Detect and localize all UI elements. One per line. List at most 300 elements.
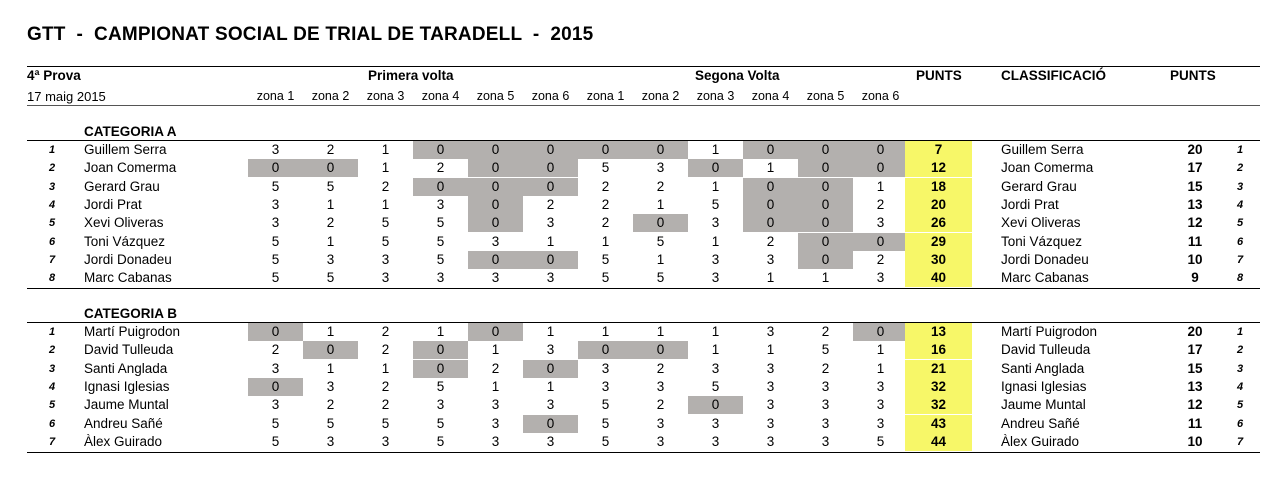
- zone-score: 2: [876, 196, 885, 212]
- zone-score: 3: [271, 142, 280, 157]
- zone-score: 5: [656, 233, 665, 249]
- total-points: 16: [905, 341, 972, 359]
- zone-score: 1: [656, 324, 665, 339]
- total-points: 21: [905, 360, 972, 378]
- zone-header: zona 1: [586, 89, 625, 103]
- category-bottom-rule: [27, 452, 1260, 453]
- zone-score: 3: [601, 360, 610, 376]
- zone-score: 3: [271, 397, 280, 413]
- classification-points: 9: [1191, 270, 1199, 286]
- classificacio-header: CLASSIFICACIÓ: [1001, 68, 1107, 83]
- zone-score: 2: [546, 196, 555, 212]
- zone-score: 0: [303, 159, 358, 177]
- rider-name: David Tulleuda: [84, 342, 174, 358]
- rank-number: 5: [48, 217, 56, 230]
- zone-score: 0: [468, 196, 523, 214]
- primera-volta-header: Primera volta: [368, 68, 454, 83]
- prova-label: 4ª Prova: [27, 68, 81, 83]
- zone-score: 2: [381, 397, 390, 413]
- zone-score: 1: [711, 342, 720, 358]
- zone-score: 1: [491, 342, 500, 358]
- classification-name: Jordi Prat: [1001, 196, 1059, 212]
- zone-score: 3: [711, 360, 720, 376]
- zone-score: 5: [436, 415, 445, 431]
- rank-number: 7: [48, 253, 56, 266]
- zone-score: 3: [491, 397, 500, 413]
- table-row: [0, 433, 1288, 451]
- zone-score: 3: [766, 378, 775, 394]
- classification-name: Toni Vázquez: [1001, 233, 1083, 249]
- zone-score: 3: [436, 196, 445, 212]
- classification-name: Guillem Serra: [1001, 142, 1084, 157]
- classification-rank: 7: [1236, 435, 1244, 448]
- zone-score: 5: [271, 415, 280, 431]
- zone-score: 2: [326, 397, 335, 413]
- zone-score: 0: [248, 159, 303, 177]
- zone-score: 3: [546, 342, 555, 358]
- zone-score: 3: [711, 251, 720, 267]
- date-label: 17 maig 2015: [27, 89, 106, 104]
- zone-score: 0: [853, 159, 908, 177]
- rank-number: 3: [48, 362, 56, 375]
- classification-rank: 1: [1236, 144, 1244, 156]
- zone-score: 0: [523, 360, 578, 378]
- zone-score: 2: [601, 215, 610, 231]
- zone-score: 5: [436, 215, 445, 231]
- zone-score: 3: [491, 433, 500, 449]
- classification-points: 11: [1187, 415, 1203, 431]
- zone-score: 3: [766, 360, 775, 376]
- zone-score: 0: [248, 323, 303, 341]
- zone-score: 5: [436, 378, 445, 394]
- zone-score: 1: [656, 251, 665, 267]
- rank-number: 5: [48, 399, 56, 412]
- zone-score: 3: [821, 433, 830, 449]
- zone-score: 2: [381, 342, 390, 358]
- zone-score: 5: [271, 178, 280, 194]
- zone-score: 3: [326, 433, 335, 449]
- zone-score: 3: [711, 270, 720, 286]
- table-row: [0, 233, 1288, 251]
- zone-score: 5: [326, 415, 335, 431]
- rider-name: Gerard Grau: [84, 178, 160, 194]
- zone-score: 1: [381, 196, 390, 212]
- rider-name: Andreu Sañé: [84, 415, 163, 431]
- zone-score: 1: [711, 324, 720, 339]
- zone-score: 0: [578, 341, 633, 359]
- rank-number: 1: [48, 326, 56, 338]
- zone-score: 1: [876, 342, 885, 358]
- zone-score: 3: [766, 251, 775, 267]
- rank-number: 6: [48, 417, 56, 430]
- rank-number: 3: [48, 180, 56, 193]
- zone-score: 2: [821, 324, 830, 339]
- zone-header: zona 2: [641, 89, 680, 103]
- classification-points: 12: [1187, 397, 1203, 413]
- rank-number: 7: [48, 435, 56, 448]
- table-row: [0, 214, 1288, 232]
- zone-header: zona 1: [256, 89, 295, 103]
- zone-score: 1: [546, 378, 555, 394]
- zone-score: 5: [381, 233, 390, 249]
- rider-name: Marc Cabanas: [84, 270, 172, 286]
- zone-score: 3: [381, 270, 390, 286]
- zone-header: zona 5: [476, 89, 515, 103]
- classification-points: 17: [1187, 342, 1203, 358]
- zone-score: 1: [766, 270, 775, 286]
- classification-name: Gerard Grau: [1001, 178, 1077, 194]
- category-bottom-rule: [27, 288, 1260, 289]
- zone-score: 3: [271, 360, 280, 376]
- zone-score: 3: [491, 270, 500, 286]
- classification-rank: 3: [1236, 180, 1244, 193]
- rider-name: Jordi Prat: [84, 196, 142, 212]
- zone-score: 1: [656, 196, 665, 212]
- rider-name: Joan Comerma: [84, 160, 177, 176]
- zone-header: zona 5: [806, 89, 845, 103]
- classification-points: 11: [1187, 233, 1203, 249]
- rider-name: Toni Vázquez: [84, 233, 166, 249]
- zone-score: 0: [468, 178, 523, 196]
- zone-score: 0: [523, 251, 578, 269]
- rank-number: 2: [48, 344, 56, 357]
- zone-score: 0: [413, 341, 468, 359]
- classification-name: Marc Cabanas: [1001, 270, 1089, 286]
- zone-score: 3: [271, 215, 280, 231]
- zone-score: 0: [633, 341, 688, 359]
- zone-score: 0: [798, 159, 853, 177]
- zone-score: 2: [601, 178, 610, 194]
- classification-points: 15: [1187, 360, 1203, 376]
- zone-score: 0: [743, 141, 798, 159]
- zone-score: 1: [326, 324, 335, 339]
- zone-score: 3: [876, 397, 885, 413]
- zone-score: 0: [248, 378, 303, 396]
- rank-number: 6: [48, 235, 56, 248]
- zone-score: 1: [601, 324, 610, 339]
- table-row: [0, 396, 1288, 414]
- zone-score: 2: [326, 142, 335, 157]
- zone-score: 1: [601, 233, 610, 249]
- zone-score: 3: [326, 378, 335, 394]
- zone-score: 2: [601, 196, 610, 212]
- zone-score: 0: [798, 196, 853, 214]
- rank-number: 8: [48, 272, 56, 285]
- punts-header: PUNTS: [916, 68, 962, 83]
- zone-score: 1: [546, 324, 555, 339]
- classification-name: Xevi Oliveras: [1001, 215, 1081, 231]
- zone-score: 1: [711, 233, 720, 249]
- zone-score: 0: [413, 141, 468, 159]
- zone-score: 0: [688, 396, 743, 414]
- header-top-rule: [27, 66, 1260, 67]
- classification-rank: 4: [1236, 380, 1244, 393]
- zone-score: 5: [381, 215, 390, 231]
- total-points: 20: [905, 196, 972, 214]
- zone-score: 3: [491, 233, 500, 249]
- zone-header: zona 3: [366, 89, 405, 103]
- rank-number: 2: [48, 162, 56, 175]
- total-points: 30: [905, 251, 972, 269]
- zone-score: 3: [656, 433, 665, 449]
- total-points: 32: [905, 396, 972, 414]
- zone-score: 3: [656, 415, 665, 431]
- zone-score: 1: [876, 178, 885, 194]
- rank-number: 4: [48, 380, 56, 393]
- zone-score: 1: [766, 160, 775, 176]
- zone-score: 3: [381, 433, 390, 449]
- category-top-rule: [27, 322, 1260, 323]
- classification-points: 15: [1187, 178, 1203, 194]
- zone-header: zona 3: [696, 89, 735, 103]
- zone-score: 1: [436, 324, 445, 339]
- zone-score: 0: [853, 323, 908, 341]
- punts2-header: PUNTS: [1170, 68, 1216, 83]
- zone-score: 5: [656, 270, 665, 286]
- zone-score: 0: [578, 141, 633, 159]
- zone-score: 5: [326, 178, 335, 194]
- zone-score: 2: [656, 178, 665, 194]
- zone-score: 0: [743, 214, 798, 232]
- zone-score: 2: [271, 342, 280, 358]
- classification-points: 10: [1187, 251, 1203, 267]
- classification-name: Àlex Guirado: [1001, 433, 1080, 449]
- header-bottom-rule: [27, 105, 1260, 106]
- zone-score: 0: [798, 251, 853, 269]
- zone-header: zona 4: [421, 89, 460, 103]
- zone-score: 0: [413, 360, 468, 378]
- classification-rank: 6: [1236, 417, 1244, 430]
- zone-score: 3: [821, 397, 830, 413]
- classification-name: Jordi Donadeu: [1001, 251, 1089, 267]
- total-points: 12: [905, 159, 972, 177]
- rider-name: Santi Anglada: [84, 360, 168, 376]
- zone-header: zona 4: [751, 89, 790, 103]
- zone-score: 1: [326, 233, 335, 249]
- total-points: 43: [905, 415, 972, 433]
- classification-points: 12: [1187, 215, 1203, 231]
- zone-score: 0: [468, 323, 523, 341]
- zone-score: 3: [546, 270, 555, 286]
- zone-score: 3: [326, 251, 335, 267]
- table-row: [0, 415, 1288, 433]
- zone-score: 1: [711, 178, 720, 194]
- zone-score: 1: [546, 233, 555, 249]
- classification-points: 20: [1187, 142, 1203, 157]
- rider-name: Jaume Muntal: [84, 397, 169, 413]
- classification-rank: 5: [1236, 217, 1244, 230]
- total-points: 18: [905, 178, 972, 196]
- classification-points: 13: [1187, 378, 1203, 394]
- table-row: [0, 269, 1288, 287]
- zone-score: 1: [381, 142, 390, 157]
- zone-score: 2: [766, 233, 775, 249]
- rank-number: 1: [48, 144, 56, 156]
- total-points: 7: [905, 141, 972, 159]
- zone-score: 0: [468, 159, 523, 177]
- zone-score: 5: [711, 196, 720, 212]
- zone-score: 3: [381, 251, 390, 267]
- zone-score: 0: [798, 141, 853, 159]
- page-title: GTT - CAMPIONAT SOCIAL DE TRIAL DE TARADELL - 2015: [27, 24, 594, 45]
- zone-score: 5: [271, 251, 280, 267]
- total-points: 29: [905, 233, 972, 251]
- zone-score: 0: [303, 341, 358, 359]
- zone-score: 3: [876, 378, 885, 394]
- zone-score: 5: [601, 270, 610, 286]
- table-row: [0, 378, 1288, 396]
- zone-header: zona 6: [861, 89, 900, 103]
- zone-score: 0: [523, 415, 578, 433]
- rider-name: Xevi Oliveras: [84, 215, 164, 231]
- zone-score: 5: [381, 415, 390, 431]
- zone-score: 2: [656, 397, 665, 413]
- zone-score: 1: [491, 378, 500, 394]
- classification-rank: 1: [1236, 326, 1244, 338]
- zone-score: 3: [546, 215, 555, 231]
- classification-name: Jaume Muntal: [1001, 397, 1086, 413]
- zone-score: 0: [523, 178, 578, 196]
- zone-score: 2: [381, 324, 390, 339]
- zone-score: 1: [326, 196, 335, 212]
- rider-name: Àlex Guirado: [84, 433, 163, 449]
- category-label: CATEGORIA B: [84, 306, 177, 321]
- zone-score: 3: [546, 397, 555, 413]
- zone-score: 3: [546, 433, 555, 449]
- segona-volta-header: Segona Volta: [695, 68, 780, 83]
- zone-score: 0: [798, 214, 853, 232]
- zone-score: 1: [876, 360, 885, 376]
- zone-score: 3: [436, 397, 445, 413]
- table-row: [0, 159, 1288, 177]
- zone-score: 1: [766, 342, 775, 358]
- zone-score: 5: [821, 342, 830, 358]
- zone-score: 0: [798, 178, 853, 196]
- classification-name: Andreu Sañé: [1001, 415, 1080, 431]
- category-label: CATEGORIA A: [84, 124, 177, 139]
- zone-score: 3: [711, 415, 720, 431]
- zone-score: 5: [436, 233, 445, 249]
- zone-score: 3: [711, 433, 720, 449]
- zone-score: 3: [656, 160, 665, 176]
- zone-score: 0: [688, 159, 743, 177]
- zone-score: 5: [601, 397, 610, 413]
- zone-score: 0: [468, 251, 523, 269]
- zone-score: 2: [491, 360, 500, 376]
- table-row: [0, 341, 1288, 359]
- zone-score: 5: [601, 251, 610, 267]
- rank-number: 4: [48, 198, 56, 211]
- zone-score: 0: [468, 214, 523, 232]
- total-points: 44: [905, 433, 972, 451]
- classification-rank: 4: [1236, 198, 1244, 211]
- zone-score: 5: [711, 378, 720, 394]
- zone-header: zona 6: [531, 89, 570, 103]
- total-points: 32: [905, 378, 972, 396]
- zone-score: 5: [876, 433, 885, 449]
- classification-name: David Tulleuda: [1001, 342, 1091, 358]
- classification-rank: 8: [1236, 272, 1244, 285]
- zone-score: 0: [523, 141, 578, 159]
- classification-name: Santi Anglada: [1001, 360, 1085, 376]
- classification-rank: 7: [1236, 253, 1244, 266]
- zone-score: 0: [633, 141, 688, 159]
- zone-score: 2: [436, 160, 445, 176]
- zone-score: 1: [381, 160, 390, 176]
- zone-score: 0: [853, 233, 908, 251]
- classification-points: 10: [1187, 433, 1203, 449]
- zone-score: 0: [523, 159, 578, 177]
- classification-name: Joan Comerma: [1001, 160, 1094, 176]
- zone-score: 3: [601, 378, 610, 394]
- classification-rank: 6: [1236, 235, 1244, 248]
- zone-score: 0: [798, 233, 853, 251]
- classification-rank: 3: [1236, 362, 1244, 375]
- zone-score: 3: [436, 270, 445, 286]
- zone-header: zona 2: [311, 89, 350, 103]
- zone-score: 3: [491, 415, 500, 431]
- classification-name: Martí Puigrodon: [1001, 324, 1098, 339]
- classification-rank: 2: [1236, 162, 1244, 175]
- zone-score: 0: [468, 141, 523, 159]
- zone-score: 5: [436, 433, 445, 449]
- classification-points: 17: [1187, 160, 1203, 176]
- zone-score: 0: [413, 178, 468, 196]
- zone-score: 3: [766, 324, 775, 339]
- table-row: [0, 196, 1288, 214]
- zone-score: 3: [876, 415, 885, 431]
- table-row: [0, 141, 1288, 159]
- zone-score: 2: [821, 360, 830, 376]
- zone-score: 1: [381, 360, 390, 376]
- total-points: 26: [905, 214, 972, 232]
- zone-score: 3: [876, 215, 885, 231]
- zone-score: 5: [601, 160, 610, 176]
- rider-name: Jordi Donadeu: [84, 251, 172, 267]
- rider-name: Guillem Serra: [84, 142, 167, 157]
- table-row: [0, 360, 1288, 378]
- zone-score: 0: [743, 196, 798, 214]
- zone-score: 5: [271, 270, 280, 286]
- zone-score: 3: [711, 215, 720, 231]
- zone-score: 3: [821, 415, 830, 431]
- rider-name: Martí Puigrodon: [84, 324, 181, 339]
- category-top-rule: [27, 140, 1260, 141]
- zone-score: 1: [711, 142, 720, 157]
- zone-score: 5: [326, 270, 335, 286]
- table-row: [0, 178, 1288, 196]
- rider-name: Ignasi Iglesias: [84, 378, 170, 394]
- zone-score: 3: [821, 378, 830, 394]
- classification-rank: 2: [1236, 344, 1244, 357]
- zone-score: 1: [821, 270, 830, 286]
- zone-score: 2: [876, 251, 885, 267]
- zone-score: 0: [853, 141, 908, 159]
- zone-score: 5: [271, 433, 280, 449]
- zone-score: 5: [271, 233, 280, 249]
- table-row: [0, 251, 1288, 269]
- zone-score: 2: [326, 215, 335, 231]
- zone-score: 3: [766, 433, 775, 449]
- zone-score: 2: [656, 360, 665, 376]
- zone-score: 0: [743, 178, 798, 196]
- zone-score: 5: [436, 251, 445, 267]
- classification-name: Ignasi Iglesias: [1001, 378, 1087, 394]
- zone-score: 5: [601, 415, 610, 431]
- zone-score: 3: [876, 270, 885, 286]
- zone-score: 2: [381, 178, 390, 194]
- zone-score: 3: [766, 397, 775, 413]
